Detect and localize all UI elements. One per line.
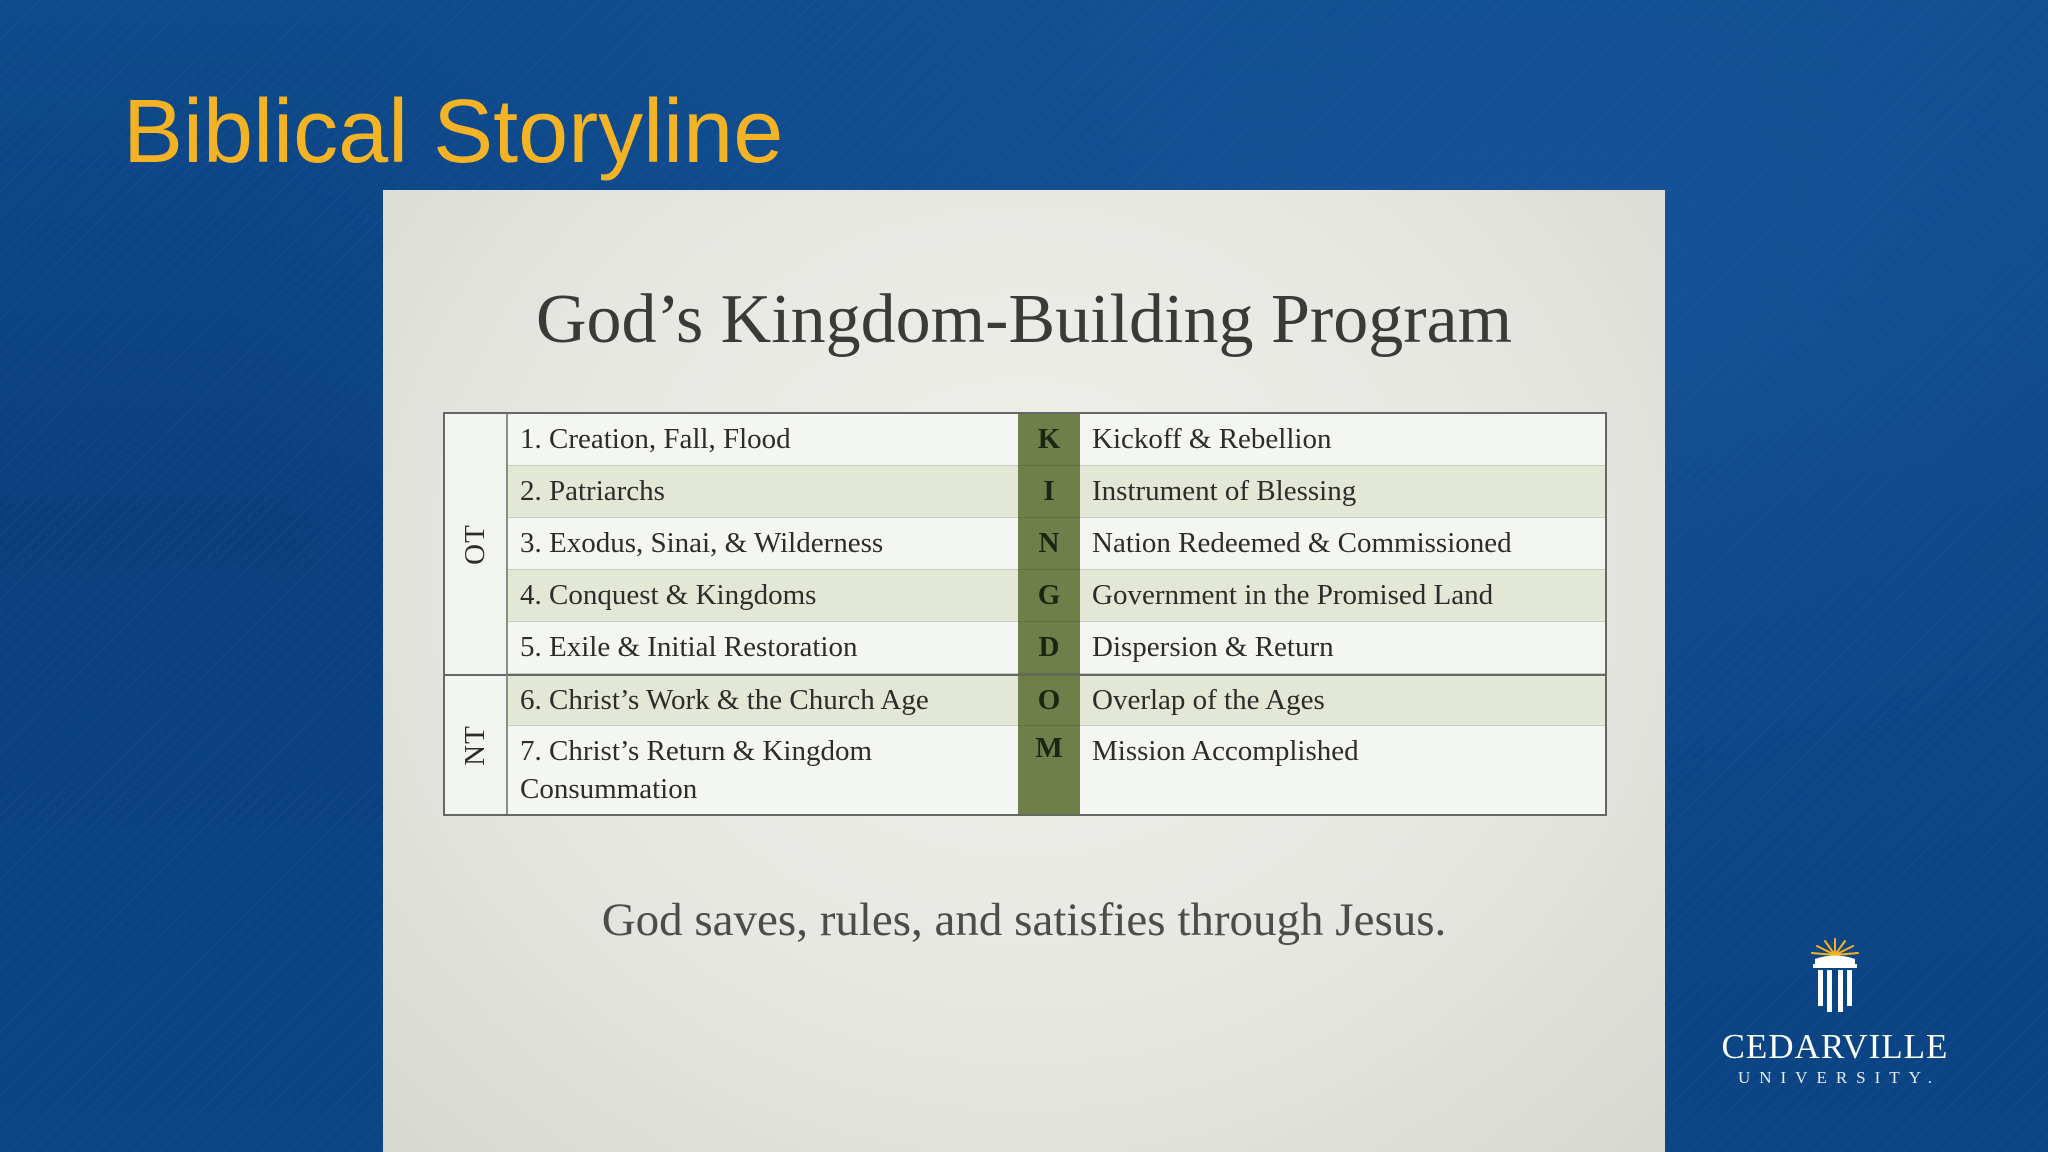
kingdom-table	[443, 412, 1607, 816]
theme-cell: Kickoff & Rebellion	[1080, 414, 1605, 466]
period-cell: 5. Exile & Initial Restoration	[508, 622, 1018, 674]
period-cell: 4. Conquest & Kingdoms	[508, 570, 1018, 622]
theme-cell: Overlap of the Ages	[1080, 674, 1605, 726]
panel-tagline: God saves, rules, and satisfies through Jesus.	[601, 894, 1447, 946]
theme-cell: Nation Redeemed & Commissioned	[1080, 518, 1605, 570]
acrostic-letter: M	[1018, 726, 1080, 814]
period-cell: 3. Exodus, Sinai, & Wilderness	[508, 518, 1018, 570]
period-cell: 6. Christ’s Work & the Church Age	[508, 674, 1018, 726]
acrostic-letter: K	[1018, 414, 1080, 466]
period-cell: 7. Christ’s Return & Kingdom Consummation	[508, 726, 1018, 814]
acrostic-letter: G	[1018, 570, 1080, 622]
panel-title: God’s Kingdom-Building Program	[535, 281, 1513, 358]
theme-cell: Government in the Promised Land	[1080, 570, 1605, 622]
theme-cell: Mission Accomplished	[1080, 726, 1605, 814]
acrostic-letter: D	[1018, 622, 1080, 674]
theme-cell: Dispersion & Return	[1080, 622, 1605, 674]
acrostic-letter: N	[1018, 518, 1080, 570]
period-cell: 2. Patriarchs	[508, 466, 1018, 518]
logo-subtitle: UNIVERSITY.	[1737, 1068, 1942, 1087]
university-logo	[1695, 935, 1975, 1095]
pillar-sunburst-icon	[1803, 935, 1867, 1025]
era-label-nt: NT	[445, 674, 508, 814]
period-cell: 1. Creation, Fall, Flood	[508, 414, 1018, 466]
acrostic-letter: O	[1018, 674, 1080, 726]
era-label-ot: OT	[445, 414, 508, 674]
acrostic-letter: I	[1018, 466, 1080, 518]
logo-wordmark: CEDARVILLE	[1721, 1027, 1949, 1066]
theme-cell: Instrument of Blessing	[1080, 466, 1605, 518]
slide-title: Biblical Storyline	[123, 82, 784, 182]
content-image-panel	[383, 190, 1665, 1152]
